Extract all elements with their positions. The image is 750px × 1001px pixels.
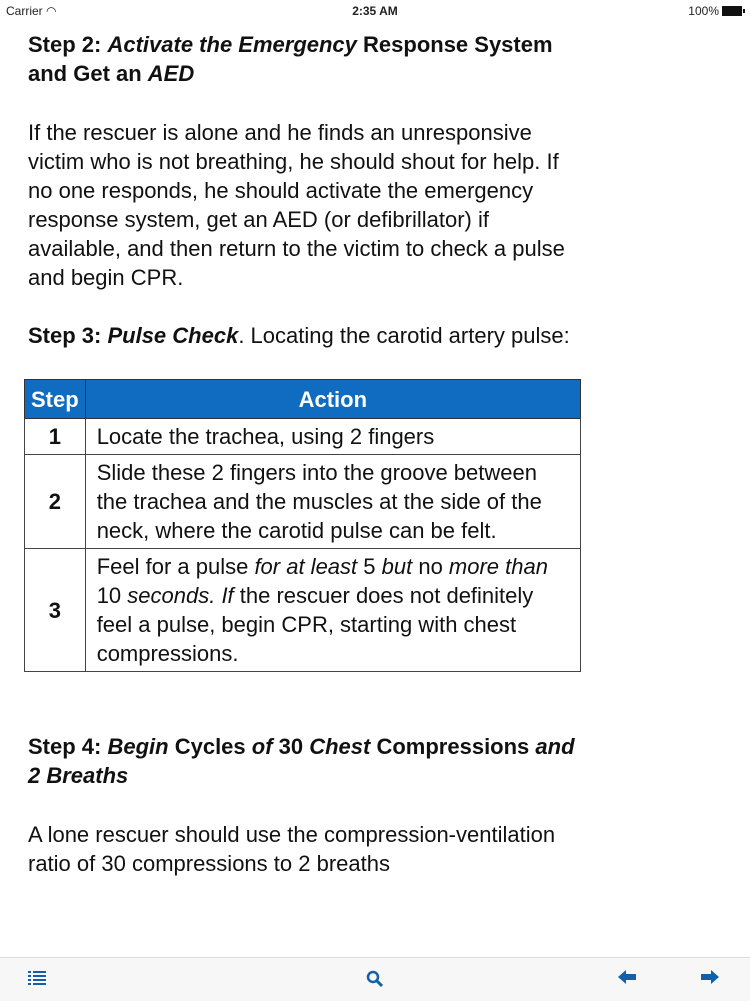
pulse-check-table bbox=[24, 379, 581, 672]
h-italic: AED bbox=[147, 61, 195, 86]
carrier-label: Carrier bbox=[6, 4, 43, 18]
action-cell bbox=[85, 549, 580, 672]
h: of bbox=[251, 734, 273, 759]
s3-rest: . Locating the carotid artery pulse: bbox=[238, 323, 570, 348]
t: the rescuer does not definitely feel a pulse, begin CPR, starting with chest compressions. bbox=[96, 583, 534, 666]
action-cell: Slide these 2 fingers into the groove between the trachea and the muscles at the side of the neck, where the carotid pulse can be felt. bbox=[85, 455, 580, 549]
action-cell: Locate the trachea, using 2 fingers bbox=[85, 419, 580, 455]
table-row bbox=[25, 549, 581, 672]
col-action: Action bbox=[85, 380, 580, 419]
h: Begin bbox=[107, 734, 169, 759]
col-step: Step bbox=[25, 380, 86, 419]
step4-heading bbox=[28, 732, 588, 790]
status-bar bbox=[0, 0, 750, 22]
step4-body: A lone rescuer should use the compression-ventilation ratio of 30 compressions to 2 breaths bbox=[28, 822, 556, 876]
step-cell: 1 bbox=[25, 419, 86, 455]
battery-icon bbox=[722, 6, 742, 16]
list-icon[interactable] bbox=[28, 970, 46, 991]
h-italic: Activate the Emergency bbox=[107, 32, 357, 57]
table-row bbox=[25, 455, 581, 549]
t: but bbox=[381, 554, 413, 579]
t: 5 bbox=[357, 554, 382, 579]
table-header bbox=[25, 380, 581, 419]
h-mid: Response System and Get an bbox=[28, 32, 553, 86]
h: Chest bbox=[309, 734, 371, 759]
step2-body: If the rescuer is alone and he finds an unresponsive victim who is not breathing, he should shout for help. If no one responds, he should activate the emergency response system, get an AED (or defibrillator) if available, and then return to the victim to check a pulse and begin CPR. bbox=[28, 120, 565, 290]
clock: 2:35 AM bbox=[352, 4, 398, 18]
t: more than bbox=[448, 554, 548, 579]
document-content bbox=[28, 30, 588, 878]
t: 10 bbox=[96, 583, 128, 608]
battery-percent: 100% bbox=[688, 4, 719, 18]
h: 30 bbox=[272, 734, 310, 759]
back-arrow-icon[interactable] bbox=[618, 970, 636, 989]
h: Compressions bbox=[370, 734, 536, 759]
h: Step 4: bbox=[28, 734, 108, 759]
step2-heading bbox=[28, 30, 588, 88]
step-cell: 2 bbox=[25, 455, 86, 549]
table-row bbox=[25, 419, 581, 455]
t: no bbox=[412, 554, 449, 579]
h-prefix: Step 2: bbox=[28, 32, 108, 57]
step-cell: 3 bbox=[25, 549, 86, 672]
step3-intro bbox=[28, 321, 588, 350]
t: Feel for a pulse bbox=[96, 554, 255, 579]
t: seconds. If bbox=[127, 583, 234, 608]
s3-italic: Pulse Check bbox=[107, 323, 239, 348]
battery bbox=[688, 4, 742, 18]
t: for at least bbox=[254, 554, 358, 579]
s3-prefix: Step 3: bbox=[28, 323, 108, 348]
wifi-icon: ◠ bbox=[46, 4, 57, 18]
h: and 2 Breaths bbox=[28, 734, 575, 788]
h: Cycles bbox=[168, 734, 252, 759]
search-icon[interactable] bbox=[366, 970, 384, 993]
bottom-toolbar bbox=[0, 957, 750, 1001]
forward-arrow-icon[interactable] bbox=[701, 970, 719, 989]
